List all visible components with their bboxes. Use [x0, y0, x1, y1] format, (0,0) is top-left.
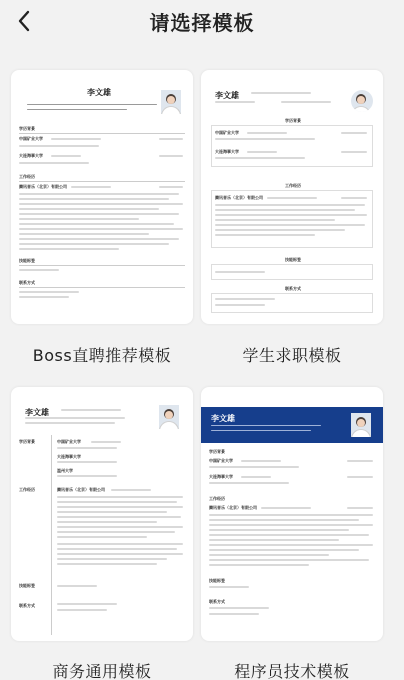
section-education: 学历背景 — [19, 126, 35, 131]
school-2: 大连海事大学 — [57, 454, 81, 459]
resume-name: 李文雄 — [25, 407, 49, 417]
section-skills: 技能标签 — [19, 258, 35, 263]
resume-name: 李文雄 — [215, 90, 239, 100]
avatar — [351, 413, 371, 437]
school-1: 中国矿业大学 — [57, 439, 81, 444]
section-education: 学历背景 — [285, 118, 301, 123]
school-2: 大连海事大学 — [19, 153, 43, 158]
section-work: 工作经历 — [19, 487, 35, 492]
section-work: 工作经历 — [209, 496, 225, 501]
page-title: 请选择模板 — [149, 11, 255, 35]
company: 腾讯音乐（北京）有限公司 — [19, 184, 67, 189]
school-1: 中国矿业大学 — [19, 136, 43, 141]
section-contact: 联系方式 — [209, 599, 225, 604]
section-contact: 联系方式 — [19, 280, 35, 285]
template-card-student[interactable] — [201, 70, 383, 324]
section-contact: 联系方式 — [19, 603, 35, 608]
school-1: 中国矿业大学 — [215, 130, 239, 135]
company: 腾讯音乐（北京）有限公司 — [215, 195, 263, 200]
school-3: 温州大学 — [57, 468, 73, 473]
avatar — [161, 90, 181, 114]
section-contact: 联系方式 — [285, 286, 301, 291]
section-skills: 技能标签 — [209, 578, 225, 583]
school-1: 中国矿业大学 — [209, 458, 233, 463]
template-label-programmer[interactable]: 程序员技术模板 — [234, 662, 350, 680]
resume-name: 李文雄 — [87, 87, 111, 97]
template-label-boss[interactable]: Boss直聘推荐模板 — [32, 346, 172, 365]
template-card-boss[interactable] — [11, 70, 193, 324]
school-2: 大连海事大学 — [215, 149, 239, 154]
section-work: 工作经历 — [285, 183, 301, 188]
avatar — [159, 405, 179, 429]
top-bar — [0, 0, 404, 44]
section-work: 工作经历 — [19, 174, 35, 179]
template-card-business[interactable] — [11, 387, 193, 641]
template-label-student[interactable]: 学生求职模板 — [242, 346, 342, 365]
section-education: 学历背景 — [209, 449, 225, 454]
template-label-business[interactable]: 商务通用模板 — [52, 662, 152, 680]
resume-name: 李文雄 — [211, 413, 235, 423]
company: 腾讯音乐（北京）有限公司 — [57, 487, 105, 492]
school-2: 大连海事大学 — [209, 474, 233, 479]
template-card-programmer[interactable] — [201, 387, 383, 641]
company: 腾讯音乐（北京）有限公司 — [209, 505, 257, 510]
section-education: 学历背景 — [19, 439, 35, 444]
section-skills: 技能标签 — [19, 583, 35, 588]
avatar — [351, 90, 373, 112]
section-skills: 技能标签 — [285, 257, 301, 262]
